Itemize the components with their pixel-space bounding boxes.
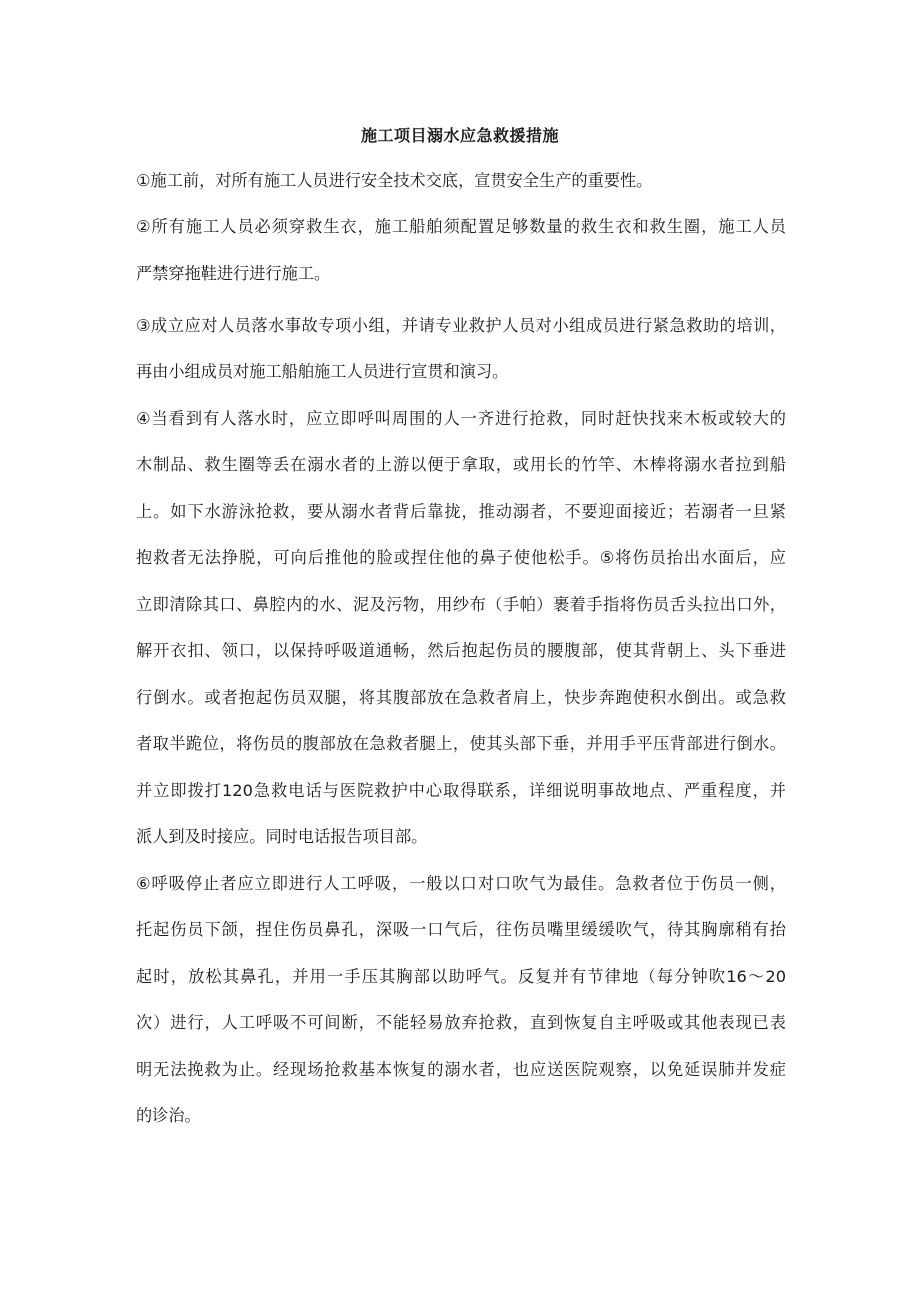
document-title: 施工项目溺水应急救援措施 [360, 126, 559, 145]
text-line: 严禁穿拖鞋进行进行施工。 [136, 264, 331, 283]
text-line: ③成立应对人员落水事故专项小组，并请专业救护人员对小组成员进行紧急救助的培训， [136, 316, 786, 335]
text-line: 上。如下水游泳抢救，要从溺水者背后靠拢，推动溺者，不要迎面接近；若溺者一旦紧 [136, 502, 786, 521]
text-line: 派人到及时接应。同时电话报告项目部。 [136, 827, 428, 846]
text-line: ④当看到有人落水时，应立即呼叫周围的人一齐进行抢救，同时赶快找来木板或较大的 [136, 409, 786, 428]
text-line: 的诊治。 [136, 1106, 201, 1125]
text-line: ②所有施工人员必须穿救生衣，施工船舶须配置足够数量的救生衣和救生圈，施工人员 [136, 217, 786, 236]
text-line: 行倒水。或者抱起伤员双腿，将其腹部放在急救者肩上，快步奔跑使积水倒出。或急救 [136, 688, 786, 707]
text-line: 再由小组成员对施工船舶施工人员进行宣贯和演习。 [136, 362, 509, 381]
text-line: 立即清除其口、鼻腔内的水、泥及污物，用纱布（手帕）裹着手指将伤员舌头拉出口外， [136, 595, 786, 614]
text-line: ①施工前，对所有施工人员进行安全技术交底，宣贯安全生产的重要性。 [136, 171, 653, 190]
text-line: ⑥呼吸停止者应立即进行人工呼吸，一般以口对口吹气为最佳。急救者位于伤员一侧， [136, 874, 786, 893]
text-line: 木制品、救生圈等丢在溺水者的上游以便于拿取，或用长的竹竿、木棒将溺水者拉到船 [136, 455, 786, 474]
text-line: 解开衣扣、领口，以保持呼吸道通畅，然后抱起伤员的腰腹部，使其背朝上、头下垂进 [136, 641, 786, 660]
text-line: 并立即拨打120急救电话与医院救护中心取得联系，详细说明事故地点、严重程度，并 [136, 781, 786, 800]
text-line: 起时，放松其鼻孔，并用一手压其胸部以助呼气。反复并有节律地（每分钟吹16～20 [136, 967, 786, 986]
text-line: 明无法挽救为止。经现场抢救基本恢复的溺水者，也应送医院观察，以免延误肺并发症 [136, 1060, 786, 1079]
text-line: 者取半跪位，将伤员的腹部放在急救者腿上，使其头部下垂，并用手平压背部进行倒水。 [136, 734, 786, 753]
text-line: 托起伤员下颌，捏住伤员鼻孔，深吸一口气后，往伤员嘴里缓缓吹气，待其胸廓稍有抬 [136, 920, 786, 939]
text-line: 次）进行，人工呼吸不可间断，不能轻易放弃抢救，直到恢复自主呼吸或其他表现已表 [136, 1013, 786, 1032]
text-line: 抱救者无法挣脱，可向后推他的脸或捏住他的鼻子使他松手。⑤将伤员抬出水面后，应 [136, 548, 786, 567]
